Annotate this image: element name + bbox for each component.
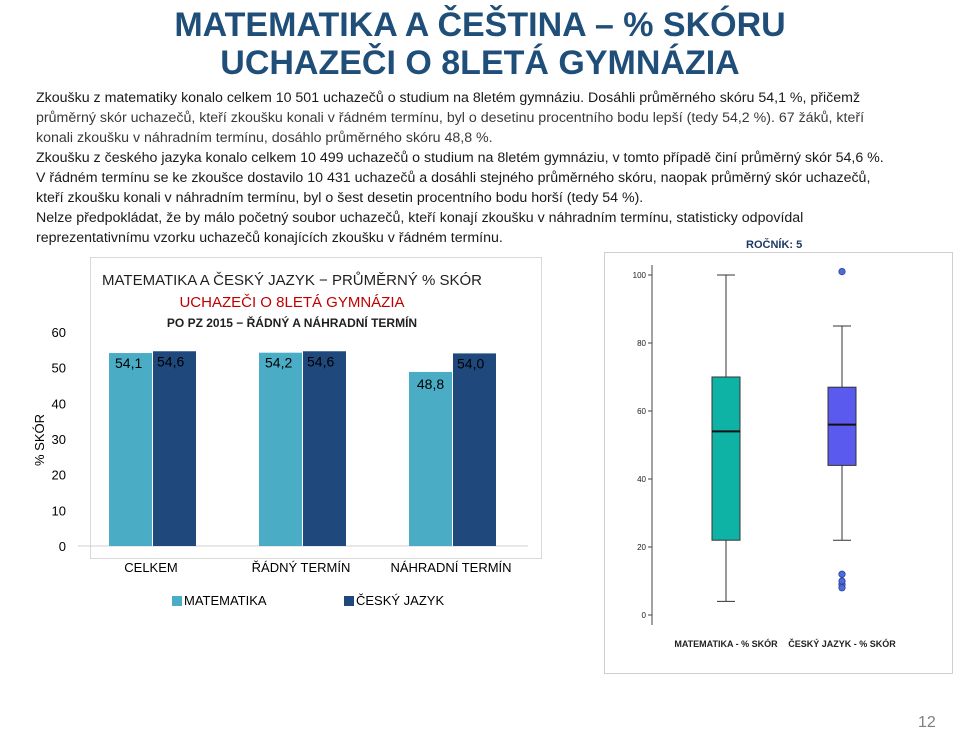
y-tick-label: 100 <box>632 271 646 280</box>
paragraph-line: Zkoušku z českého jazyka konalo celkem 10 499 uchazečů o studium na 8letém gymnáziu, v tomto případě činí průměrný skór 54,6 %. <box>36 150 884 166</box>
paragraph-line: konali zkoušku v náhradním termínu, dosáhlo průměrného skóru 48,8 %. <box>36 130 493 146</box>
bar-chart <box>0 250 560 620</box>
paragraph-line: kteří zkoušku konali v náhradním termínu, byl o šest desetin procentního bodu horší (tedy 54 %). <box>36 190 644 206</box>
bar-cesky-jazyk <box>453 353 496 546</box>
paragraph-line: V řádném termínu se ke zkoušce dostavilo 10 431 uchazečů a dosáhli stejného průměrného skóru, naopak průměrný skór uchazečů, <box>36 170 871 186</box>
paragraph-line: průměrný skór uchazečů, kteří zkoušku konali v řádném termínu, byl o desetinu procentního bodu lepší (tedy 54,2 %). 67 žáků, kteří <box>36 110 865 126</box>
data-label: 54,0 <box>457 355 485 372</box>
page-number: 12 <box>918 714 936 731</box>
y-tick-label: 20 <box>51 467 66 483</box>
x-tick-label: CELKEM <box>124 560 178 575</box>
y-tick-label: 10 <box>51 503 66 519</box>
y-axis-label: % SKÓR <box>32 413 47 467</box>
legend-label: MATEMATIKA <box>184 593 267 608</box>
y-tick-label: 50 <box>51 360 66 376</box>
bar-matematika <box>409 372 452 546</box>
box-plot <box>600 250 960 680</box>
chart-title: MATEMATIKA A ČESKÝ JAZYK − PRŮMĚRNÝ % SKÓR <box>102 272 482 289</box>
y-tick-label: 20 <box>637 543 646 552</box>
outlier-point <box>839 585 845 591</box>
y-tick-label: 0 <box>641 611 646 620</box>
description-text <box>36 88 916 248</box>
bar-matematika <box>259 353 302 546</box>
legend-swatch <box>344 596 354 606</box>
outlier-point <box>839 571 845 577</box>
legend-swatch <box>172 596 182 606</box>
data-label: 54,6 <box>157 353 185 370</box>
x-tick-label: MATEMATIKA - % SKÓR <box>674 639 778 649</box>
x-tick-label: ŘÁDNÝ TERMÍN <box>251 560 351 575</box>
data-label: 48,8 <box>416 375 445 392</box>
grade-label: ROČNÍK: 5 <box>746 239 803 251</box>
chart-subtitle: UCHAZEČI O 8LETÁ GYMNÁZIA <box>179 294 405 311</box>
y-tick-label: 40 <box>51 396 66 412</box>
paragraph-line: Zkoušku z matematiky konalo celkem 10 501 uchazečů o studium na 8letém gymnáziu. Dosáhli průměrného skóru 54,1 %, přičemž <box>36 90 861 106</box>
legend-label: ČESKÝ JAZYK <box>356 593 445 608</box>
x-tick-label: NÁHRADNÍ TERMÍN <box>390 560 512 575</box>
page-title-line1: MATEMATIKA A ČEŠTINA – % SKÓRU <box>174 6 786 44</box>
x-tick-label: ČESKÝ JAZYK - % SKÓR <box>788 639 896 649</box>
paragraph-line: Nelze předpokládat, že by málo početný soubor uchazečů, kteří konají zkoušku v náhradním termínu, statisticky odpovídal <box>36 210 804 226</box>
box <box>828 387 856 465</box>
y-tick-label: 60 <box>637 407 646 416</box>
data-label: 54,1 <box>115 355 143 372</box>
y-tick-label: 30 <box>51 432 66 447</box>
y-tick-label: 40 <box>637 475 646 484</box>
chart-subtitle2: PO PZ 2015 − ŘÁDNÝ A NÁHRADNÍ TERMÍN <box>166 316 418 330</box>
paragraph-line: reprezentativnímu vzorku uchazečů konajících zkoušku v řádném termínu. <box>36 230 503 246</box>
outlier-point <box>839 268 845 274</box>
page-title-line2: UCHAZEČI O 8LETÁ GYMNÁZIA <box>220 44 740 82</box>
box <box>712 377 740 540</box>
bar-matematika <box>109 353 152 546</box>
outlier-point <box>839 578 845 584</box>
bar-cesky-jazyk <box>303 351 346 546</box>
data-label: 54,2 <box>265 354 293 371</box>
y-tick-label: 0 <box>58 539 66 554</box>
y-tick-label: 60 <box>51 325 66 340</box>
y-tick-label: 80 <box>637 339 646 348</box>
bar-cesky-jazyk <box>153 351 196 546</box>
data-label: 54,6 <box>307 353 335 370</box>
